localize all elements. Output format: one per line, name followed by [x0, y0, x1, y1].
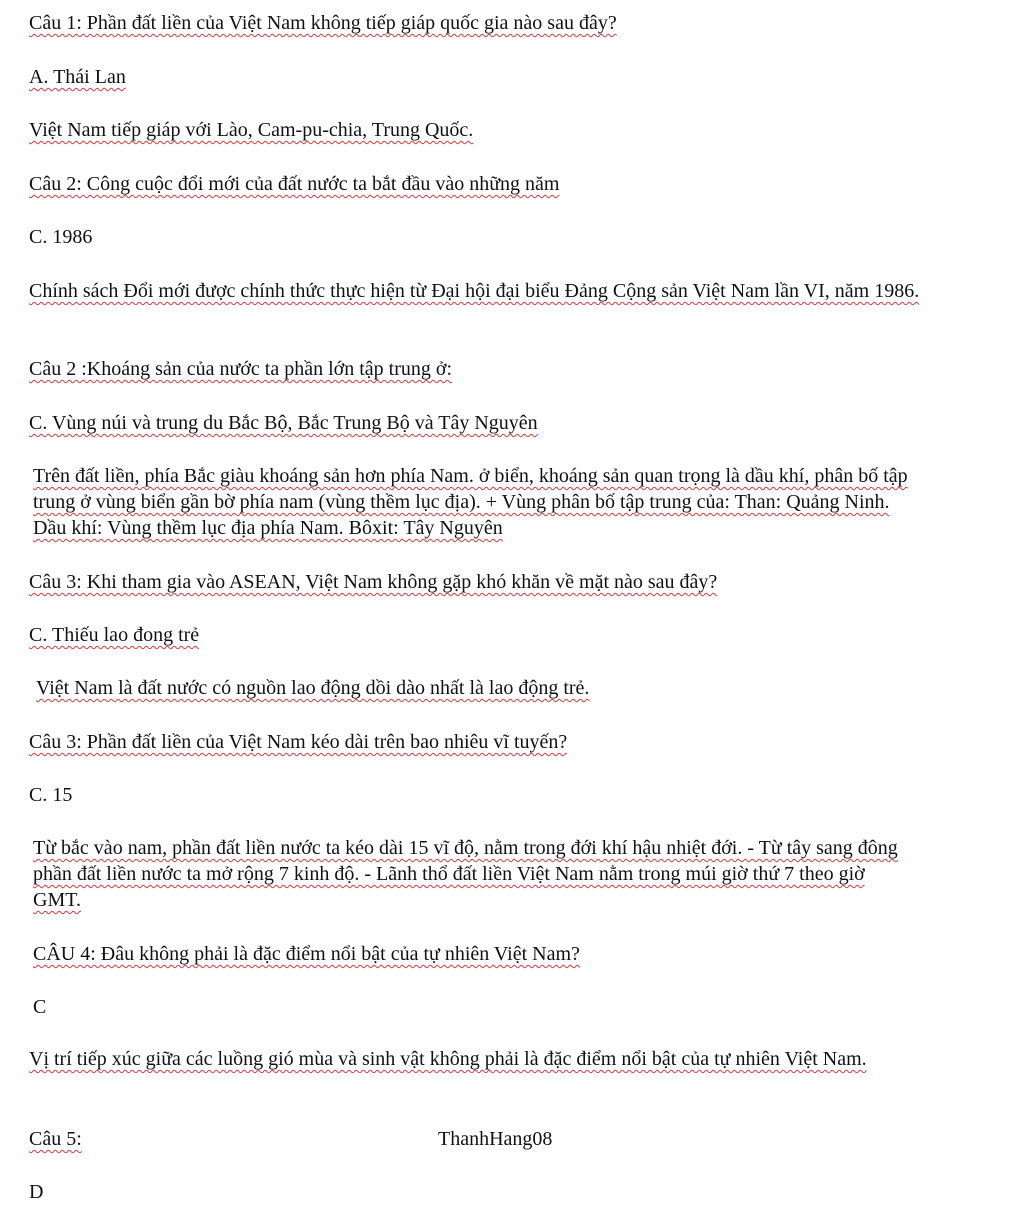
explanation-2b: Trên đất liền, phía Bắc giàu khoáng sản hơn phía Nam. ở biển, khoáng sản quan trọng là dầu khí, phân bố tập trung ở vùng biển gần bờ phía nam (vùng thềm lục địa). + Vùng phân bố tập trung của: Than: Quảng Ninh. Dầu khí: Vùng thềm lục địa phía Nam. Bôxit: Tây Nguyên — [33, 465, 908, 539]
question-4: CÂU 4: Đâu không phải là đặc điểm nổi bật của tự nhiên Việt Nam? — [33, 943, 580, 965]
answer-3: C. Thiếu lao đong trẻ — [29, 624, 200, 646]
answer-1: A. Thái Lan — [29, 66, 126, 88]
question-3: Câu 3: Khi tham gia vào ASEAN, Việt Nam không gặp khó khăn về mặt nào sau đây? — [29, 571, 718, 593]
author-signature: ThanhHang08 — [438, 1128, 553, 1150]
answer-5: D — [29, 1181, 44, 1203]
answer-2b: C. Vùng núi và trung du Bắc Bộ, Bắc Trung Bộ và Tây Nguyên — [29, 412, 538, 434]
explanation-2: Chính sách Đổi mới được chính thức thực hiện từ Đại hội đại biểu Đảng Cộng sản Việt Nam lần VI, năm 1986. — [29, 280, 920, 302]
question-2: Câu 2: Công cuộc đổi mới của đất nước ta bắt đầu vào những năm — [29, 173, 560, 195]
answer-4: C — [33, 996, 47, 1018]
question-1: Câu 1: Phần đất liền của Việt Nam không tiếp giáp quốc gia nào sau đây? — [29, 12, 617, 34]
explanation-1: Việt Nam tiếp giáp với Lào, Cam-pu-chia, Trung Quốc. — [29, 119, 474, 141]
question-2b: Câu 2 :Khoáng sản của nước ta phần lớn tập trung ở: — [29, 358, 453, 380]
question-5: Câu 5: — [29, 1128, 82, 1150]
explanation-4: Vị trí tiếp xúc giữa các luồng gió mùa và sinh vật không phải là đặc điểm nổi bật của tự nhiên Việt Nam. — [29, 1048, 867, 1070]
explanation-3: Việt Nam là đất nước có nguồn lao động dồi dào nhất là lao động trẻ. — [36, 677, 590, 699]
answer-2: C. 1986 — [29, 226, 93, 248]
explanation-3b: Từ bắc vào nam, phần đất liền nước ta kéo dài 15 vĩ độ, nằm trong đới khí hậu nhiệt đới. - Từ tây sang đông phần đất liền nước ta mở rộng 7 kinh độ. - Lãnh thổ đất liền Việt Nam nằm trong múi giờ thứ 7 theo giờ GMT. — [33, 837, 898, 911]
answer-3b: C. 15 — [29, 784, 73, 806]
question-3b: Câu 3: Phần đất liền của Việt Nam kéo dài trên bao nhiêu vĩ tuyến? — [29, 731, 568, 753]
